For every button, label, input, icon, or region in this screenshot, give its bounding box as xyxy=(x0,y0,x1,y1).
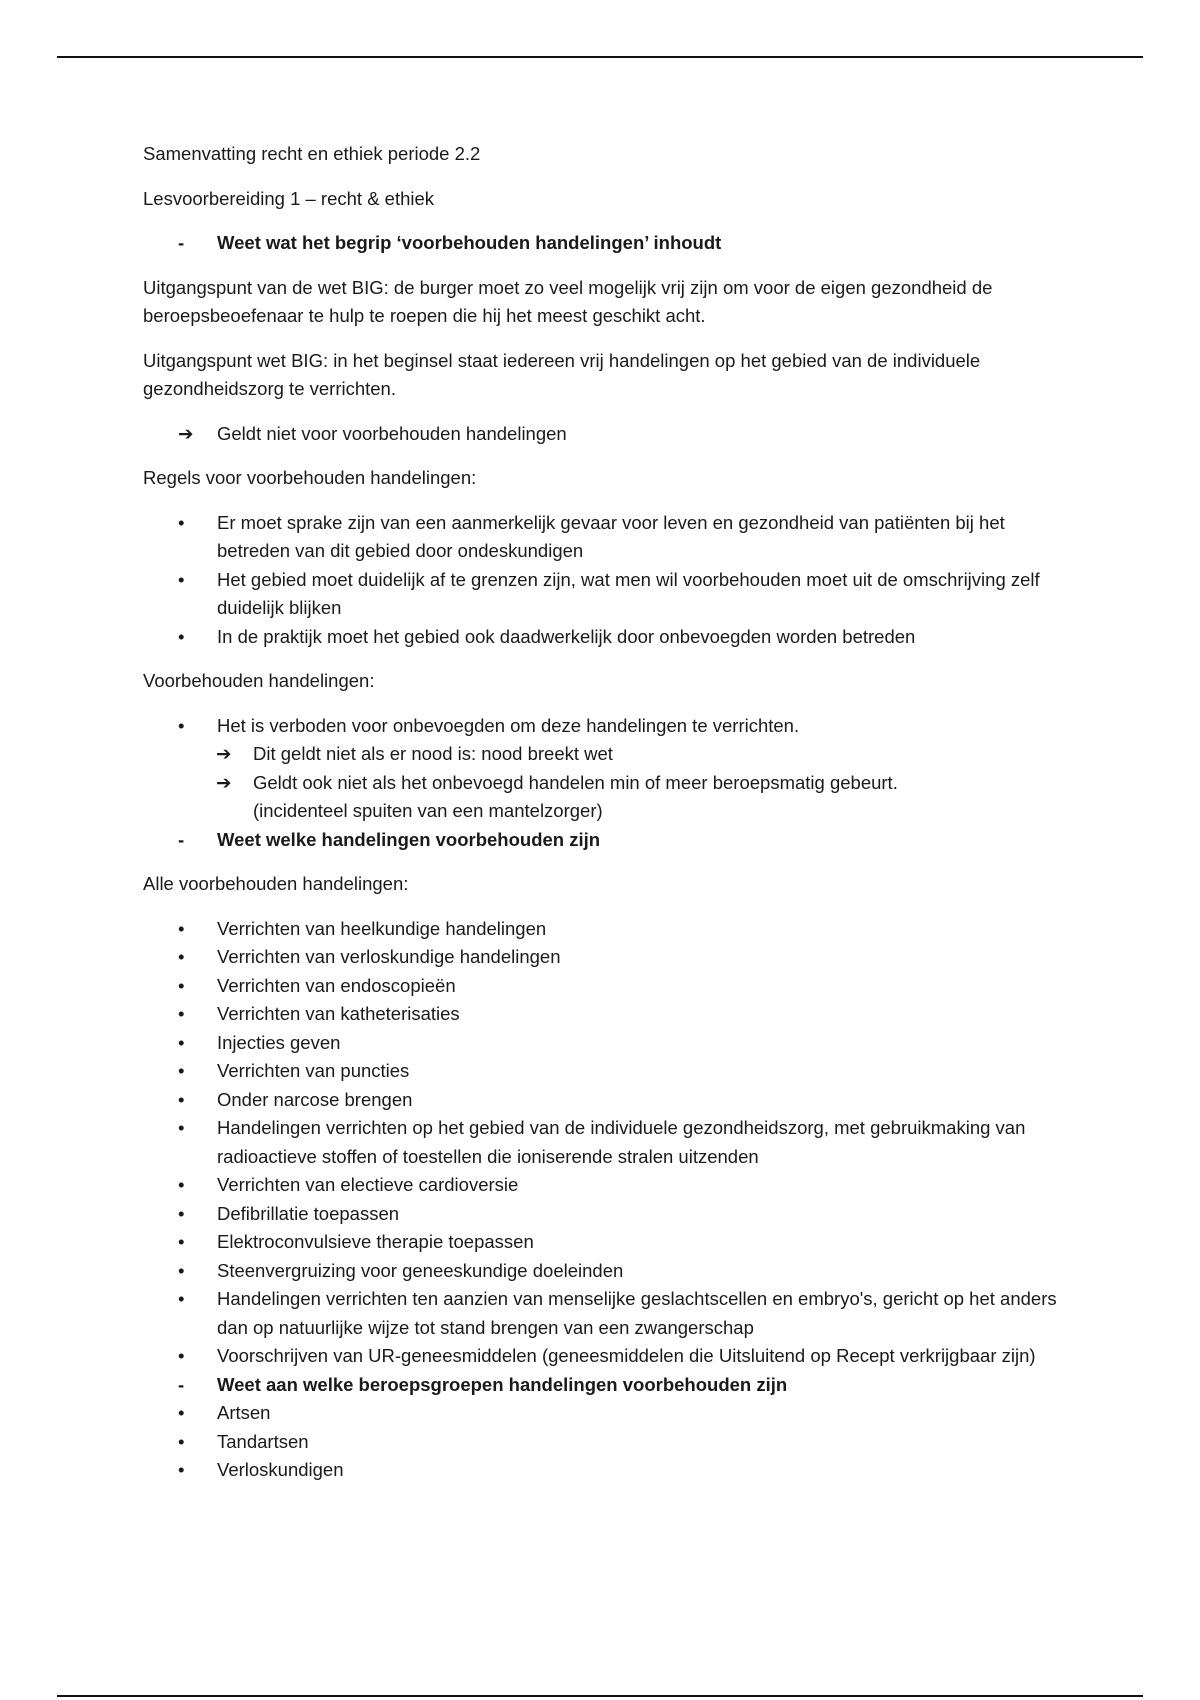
document-title: Samenvatting recht en ethiek periode 2.2 xyxy=(143,143,481,164)
list-item xyxy=(143,1342,1063,1371)
bullet-marker: • xyxy=(178,1031,185,1053)
paragraph: Uitgangspunt van de wet BIG: de burger moet zo veel mogelijk vrij zijn om voor de eigen gezondheid de beroepsbeoefenaar te hulp te roepen die hij het meest geschikt acht. xyxy=(143,276,993,326)
bullet-marker: • xyxy=(178,568,185,590)
list-item-text: Defibrillatie toepassen xyxy=(217,1202,400,1224)
bullet-marker: • xyxy=(178,625,185,647)
list-item xyxy=(143,1257,1063,1286)
list-item xyxy=(143,1171,1063,1200)
heading-text: Weet aan welke beroepsgroepen handelingen voorbehouden zijn xyxy=(217,1373,788,1395)
arrow-text: Geldt niet voor voorbehouden handelingen xyxy=(217,422,567,444)
bullet-marker: • xyxy=(178,1402,185,1423)
bullet-marker: • xyxy=(178,511,185,533)
list-item-text: Handelingen verrichten ten aanzien van menselijke geslachtscellen en embryo's, gericht op het anders dan op natuurlijke wijze tot stand brengen van een zwangerschap xyxy=(217,1288,1057,1338)
sub-arrow-item xyxy=(143,740,1063,769)
dash-marker: - xyxy=(178,232,185,253)
list-item xyxy=(143,1029,1063,1058)
footer-rule xyxy=(57,1695,1143,1697)
rules-list xyxy=(143,509,1063,652)
list-item-text: Verrichten van puncties xyxy=(217,1060,410,1081)
list-item-text: Artsen xyxy=(217,1402,271,1423)
list-item xyxy=(143,915,1063,944)
list-item-text: Verrichten van heelkundige handelingen xyxy=(217,917,547,939)
list-item-text: Verrichten van endoscopieën xyxy=(217,974,456,996)
paragraph: Voorbehouden handelingen: xyxy=(143,670,375,691)
list-item xyxy=(143,566,1063,623)
bullet-marker: • xyxy=(178,1430,185,1452)
bullet-marker: • xyxy=(178,1060,185,1081)
list-item-text: Verrichten van electieve cardioversie xyxy=(217,1174,519,1195)
list-item-text: Steenvergruizing voor geneeskundige doeleinden xyxy=(217,1259,624,1281)
bullet-marker: • xyxy=(178,1202,185,1224)
bullet-marker: • xyxy=(178,714,185,736)
dash-marker: - xyxy=(178,1373,185,1395)
list-item xyxy=(143,1200,1063,1229)
bullet-marker: • xyxy=(178,1088,185,1110)
list-item-text: Het gebied moet duidelijk af te grenzen zijn, wat men wil voorbehouden moet uit de omschrijving zelf duidelijk blijken xyxy=(217,568,1040,618)
list-item-text: Verrichten van katheterisaties xyxy=(217,1003,460,1024)
bullet-marker: • xyxy=(178,946,185,967)
bullet-marker: • xyxy=(178,1231,185,1252)
arrow-icon: ➔ xyxy=(216,771,232,793)
bullet-marker: • xyxy=(178,917,185,939)
list-item xyxy=(143,1114,1063,1171)
arrow-item xyxy=(143,420,1063,449)
section-heading xyxy=(143,229,1063,258)
list-item xyxy=(143,1086,1063,1115)
bullet-marker: • xyxy=(178,1003,185,1024)
list-item xyxy=(143,1285,1063,1342)
list-item-text: In de praktijk moet het gebied ook daadwerkelijk door onbevoegden worden betreden xyxy=(217,625,916,647)
list-item-text: Handelingen verrichten op het gebied van de individuele gezondheidszorg, met gebruikmaking van radioactieve stoffen of toestellen die ioniserende stralen uitzenden xyxy=(217,1117,1026,1167)
bullet-marker: • xyxy=(178,1459,185,1480)
list-item-text: Verrichten van verloskundige handelingen xyxy=(217,946,561,967)
vh-list xyxy=(143,712,1063,855)
list-item xyxy=(143,1000,1063,1029)
arrow-text: Geldt ook niet als het onbevoegd handelen min of meer beroepsmatig gebeurt. xyxy=(253,771,898,793)
list-item-text: Er moet sprake zijn van een aanmerkelijk gevaar voor leven en gezondheid van patiënten bij het betreden van dit gebied door ondeskundigen xyxy=(217,511,1005,561)
list-item-text: Onder narcose brengen xyxy=(217,1088,413,1110)
list-item-text: Injecties geven xyxy=(217,1031,341,1053)
all-actions-list xyxy=(143,915,1063,1485)
dash-marker: - xyxy=(178,828,185,850)
heading-list-1 xyxy=(143,229,1063,258)
list-item xyxy=(143,623,1063,652)
list-item xyxy=(143,1399,1063,1428)
bullet-marker: • xyxy=(178,1288,185,1309)
list-item-text: Verloskundigen xyxy=(217,1459,344,1480)
paragraph: Uitgangspunt wet BIG: in het beginsel staat iedereen vrij handelingen op het gebied van de individuele gezondheidszorg te verrichten. xyxy=(143,349,981,399)
bullet-marker: • xyxy=(178,974,185,996)
list-item-text: Tandartsen xyxy=(217,1430,309,1452)
document-subtitle: Lesvoorbereiding 1 – recht & ethiek xyxy=(143,187,435,209)
bullet-marker: • xyxy=(178,1259,185,1281)
bullet-marker: • xyxy=(178,1345,185,1366)
list-item xyxy=(143,972,1063,1001)
list-item xyxy=(143,1057,1063,1086)
arrow-text: Dit geldt niet als er nood is: nood breekt wet xyxy=(253,743,613,764)
paragraph: Regels voor voorbehouden handelingen: xyxy=(143,467,477,488)
list-item-text: Voorschrijven van UR-geneesmiddelen (geneesmiddelen die Uitsluitend op Recept verkrijgbaar zijn) xyxy=(217,1345,1036,1366)
list-item xyxy=(143,712,1063,741)
header-rule xyxy=(57,56,1143,58)
document-body xyxy=(143,140,1063,1501)
bullet-marker: • xyxy=(178,1117,185,1138)
heading-text: Weet welke handelingen voorbehouden zijn xyxy=(217,828,601,850)
list-item xyxy=(143,509,1063,566)
sub-arrow-item xyxy=(143,769,1063,798)
paragraph: Alle voorbehouden handelingen: xyxy=(143,873,409,894)
list-item-text: Het is verboden voor onbevoegden om deze handelingen te verrichten. xyxy=(217,714,800,736)
section-heading xyxy=(143,826,1063,855)
heading-text: Weet wat het begrip ‘voorbehouden handelingen’ inhoudt xyxy=(217,232,722,253)
bullet-marker: • xyxy=(178,1174,185,1195)
section-heading xyxy=(143,1371,1063,1400)
list-item-text: Elektroconvulsieve therapie toepassen xyxy=(217,1231,534,1252)
arrow-icon: ➔ xyxy=(178,422,194,444)
arrow-icon: ➔ xyxy=(216,743,232,764)
list-item xyxy=(143,1428,1063,1457)
list-item xyxy=(143,1228,1063,1257)
list-item xyxy=(143,943,1063,972)
list-item xyxy=(143,1456,1063,1485)
sub-arrow-continuation: (incidenteel spuiten van een mantelzorger) xyxy=(253,800,603,821)
